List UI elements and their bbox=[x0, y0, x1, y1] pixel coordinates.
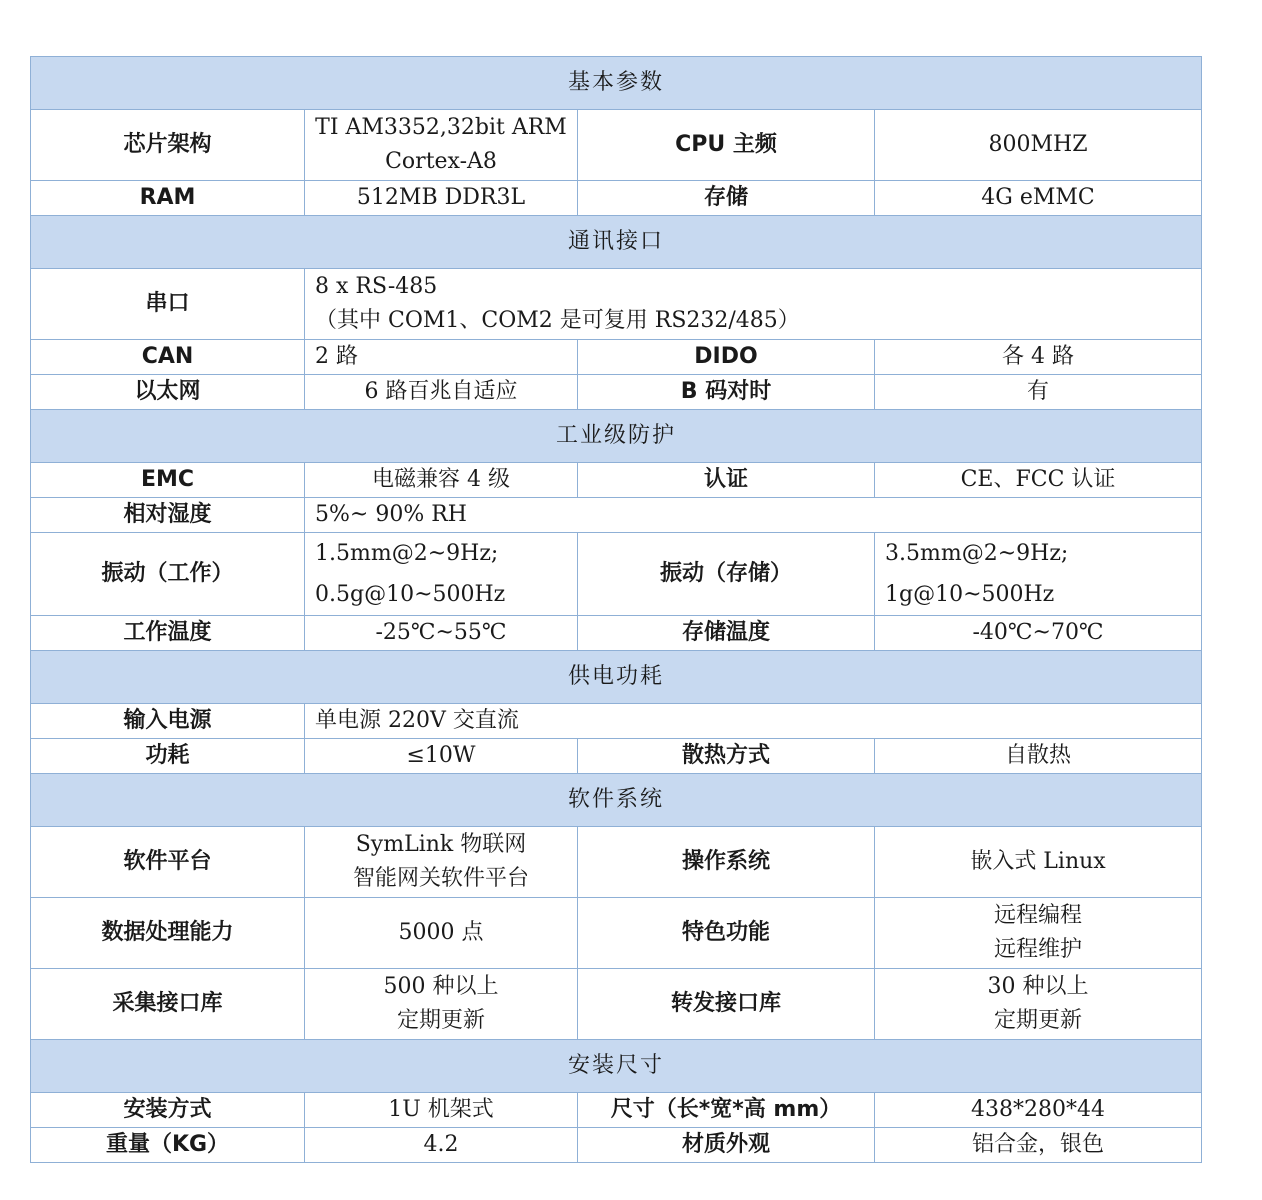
vib-store-value bbox=[875, 533, 1202, 616]
collect-lib-value bbox=[305, 969, 578, 1040]
vib-work-line-2: 0.5g@10~500Hz bbox=[315, 582, 506, 607]
serial-label: 串口 bbox=[31, 269, 305, 340]
input-power-value: 单电源 220V 交直流 bbox=[305, 704, 1202, 739]
material-label: 材质外观 bbox=[578, 1128, 875, 1163]
bcode-label: B 码对时 bbox=[578, 375, 875, 410]
consumption-value: ≤10W bbox=[305, 739, 578, 774]
section-software-title: 软件系统 bbox=[31, 774, 1202, 827]
storage-value: 4G eMMC bbox=[875, 181, 1202, 216]
spec-table bbox=[30, 56, 1202, 1163]
mount-value: 1U 机架式 bbox=[305, 1093, 578, 1128]
section-industrial-title: 工业级防护 bbox=[31, 410, 1202, 463]
mount-label: 安装方式 bbox=[31, 1093, 305, 1128]
forward-lib-line-1: 30 种以上 bbox=[987, 974, 1089, 999]
dido-label: DIDO bbox=[578, 340, 875, 375]
collect-lib-line-1: 500 种以上 bbox=[383, 974, 499, 999]
vib-store-line-1: 3.5mm@2~9Hz; bbox=[885, 541, 1069, 566]
forward-lib-line-2: 定期更新 bbox=[994, 1008, 1083, 1033]
can-value: 2 路 bbox=[305, 340, 578, 375]
emc-label: EMC bbox=[31, 463, 305, 498]
ethernet-value: 6 路百兆自适应 bbox=[305, 375, 578, 410]
ethernet-label: 以太网 bbox=[31, 375, 305, 410]
chip-value bbox=[305, 110, 578, 181]
cooling-label: 散热方式 bbox=[578, 739, 875, 774]
features-value bbox=[875, 898, 1202, 969]
collect-lib-line-2: 定期更新 bbox=[396, 1008, 485, 1033]
cert-label: 认证 bbox=[578, 463, 875, 498]
humidity-value: 5%~ 90% RH bbox=[305, 498, 1202, 533]
section-basic-title: 基本参数 bbox=[31, 57, 1202, 110]
size-label: 尺寸（长*宽*高 mm） bbox=[578, 1093, 875, 1128]
consumption-label: 功耗 bbox=[31, 739, 305, 774]
vib-store-line-2: 1g@10~500Hz bbox=[885, 582, 1055, 607]
can-label: CAN bbox=[31, 340, 305, 375]
material-value: 铝合金，银色 bbox=[875, 1128, 1202, 1163]
data-cap-value: 5000 点 bbox=[305, 898, 578, 969]
features-line-1: 远程编程 bbox=[994, 903, 1083, 928]
serial-value bbox=[305, 269, 1202, 340]
cpu-label: CPU 主频 bbox=[578, 110, 875, 181]
vib-work-label: 振动（工作） bbox=[31, 533, 305, 616]
cert-value: CE、FCC 认证 bbox=[875, 463, 1202, 498]
input-power-label: 输入电源 bbox=[31, 704, 305, 739]
features-label: 特色功能 bbox=[578, 898, 875, 969]
vib-work-value bbox=[305, 533, 578, 616]
section-install-title: 安装尺寸 bbox=[31, 1040, 1202, 1093]
storage-label: 存储 bbox=[578, 181, 875, 216]
sw-platform-value bbox=[305, 827, 578, 898]
work-temp-label: 工作温度 bbox=[31, 616, 305, 651]
work-temp-value: -25℃~55℃ bbox=[305, 616, 578, 651]
weight-label: 重量（KG） bbox=[31, 1128, 305, 1163]
section-comm-title: 通讯接口 bbox=[31, 216, 1202, 269]
cooling-value: 自散热 bbox=[875, 739, 1202, 774]
dido-value: 各 4 路 bbox=[875, 340, 1202, 375]
os-label: 操作系统 bbox=[578, 827, 875, 898]
cpu-value: 800MHZ bbox=[875, 110, 1202, 181]
vib-work-line-1: 1.5mm@2~9Hz; bbox=[315, 541, 499, 566]
ram-value: 512MB DDR3L bbox=[305, 181, 578, 216]
weight-value: 4.2 bbox=[305, 1128, 578, 1163]
serial-value-line-2: （其中 COM1、COM2 是可复用 RS232/485） bbox=[315, 308, 800, 333]
ram-label: RAM bbox=[31, 181, 305, 216]
forward-lib-value bbox=[875, 969, 1202, 1040]
sw-platform-label: 软件平台 bbox=[31, 827, 305, 898]
os-value: 嵌入式 Linux bbox=[875, 827, 1202, 898]
chip-label: 芯片架构 bbox=[31, 110, 305, 181]
forward-lib-label: 转发接口库 bbox=[578, 969, 875, 1040]
humidity-label: 相对湿度 bbox=[31, 498, 305, 533]
section-power-title: 供电功耗 bbox=[31, 651, 1202, 704]
sw-platform-line-2: 智能网关软件平台 bbox=[352, 866, 529, 891]
size-value: 438*280*44 bbox=[875, 1093, 1202, 1128]
sw-platform-line-1: SymLink 物联网 bbox=[355, 832, 527, 857]
chip-value-line-1: TI AM3352,32bit ARM bbox=[315, 115, 567, 140]
collect-lib-label: 采集接口库 bbox=[31, 969, 305, 1040]
serial-value-line-1: 8 x RS-485 bbox=[315, 274, 438, 299]
store-temp-label: 存储温度 bbox=[578, 616, 875, 651]
bcode-value: 有 bbox=[875, 375, 1202, 410]
data-cap-label: 数据处理能力 bbox=[31, 898, 305, 969]
emc-value: 电磁兼容 4 级 bbox=[305, 463, 578, 498]
chip-value-line-2: Cortex-A8 bbox=[385, 149, 497, 174]
features-line-2: 远程维护 bbox=[994, 937, 1083, 962]
vib-store-label: 振动（存储） bbox=[578, 533, 875, 616]
store-temp-value: -40℃~70℃ bbox=[875, 616, 1202, 651]
